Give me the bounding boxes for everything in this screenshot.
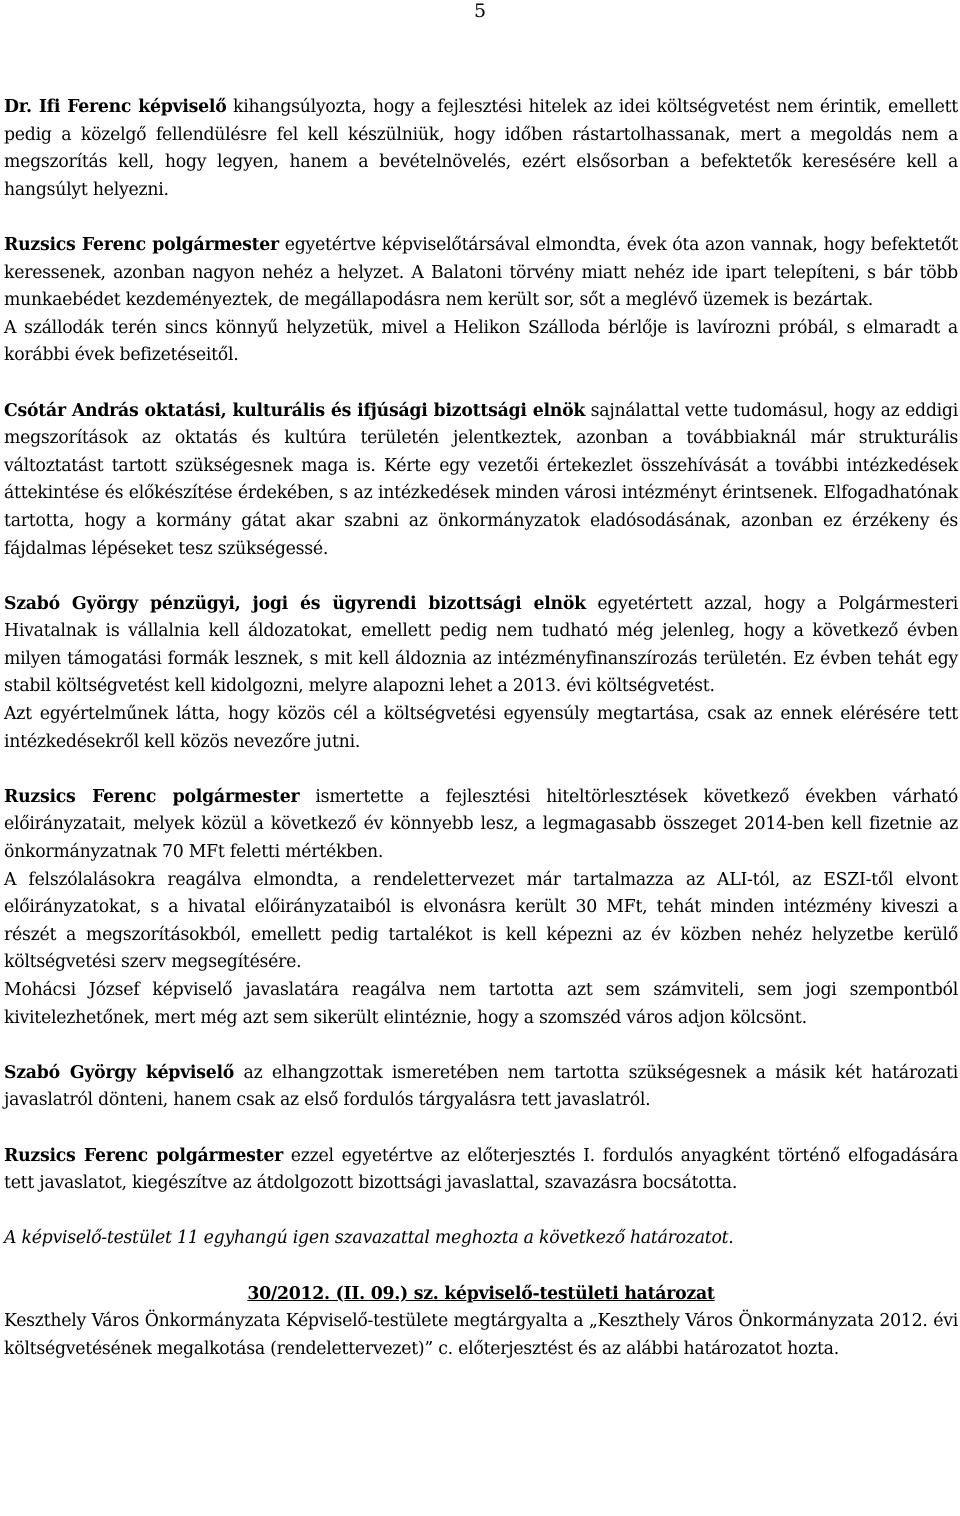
paragraph-text: A szállodák terén sincs könnyű helyzetük, mivel a Helikon Szálloda bérlője is lavírozni próbál, s elmaradt a korábbi évek befizetéseitől. — [4, 317, 958, 366]
paragraph-text: sajnálattal vette tudomásul, hogy az eddigi megszorítások az oktatás és kultúra területén jelentkeztek, azonban a továbbiaknál már strukturális változtatást tartott szükségesnek maga is. Kérte egy vezetői értekezlet összehívását a további intézkedések áttekintése és előkészítése érdekében, s az intézkedések minden városi intézményt érintsenek. Elfogadhatónak tartotta, hogy a kormány gátat akar szabni az önkormányzatok eladósodásának, azonban ez érzékeny és fájdalmas lépéseket tesz szükségessé. — [4, 400, 959, 559]
resolution-text: Keszthely Város Önkormányzata Képviselő-testülete megtárgyalta a „Keszthely Város Önkormányzata 2012. évi költségvetésének megalkotása (rendelettervezet)” c. előterjesztést és az alábbi határozatot hozta. — [4, 1311, 958, 1359]
vote-text: A képviselő-testület 11 egyhangú igen szavazattal meghozta a következő határozatot. — [4, 1228, 734, 1249]
paragraph-text: egyetértett azzal, hogy a Polgármesteri Hivatalnak is vállalnia kell áldozatokat, emellett pedig nem tudható még jelenleg, hogy a következő évben milyen támogatási formák lesznek, s mit kell áldoznia az intézményfinanszírozás területén. Ez évben tehát egy stabil költségvetést kell kidolgozni, melyre alapozni lehet a 2013. évi költségvetést. — [4, 593, 958, 697]
speaker-name: Szabó György képviselő — [4, 1062, 235, 1083]
paragraph-szallodak — [4, 315, 958, 370]
speaker-name: Dr. Ifi Ferenc képviselő — [4, 97, 227, 117]
paragraph-text: ismertette a fejlesztési hiteltörlesztések következő években várható előirányzatait, melyek közül a következő év könnyebb lesz, a legmagasabb összeget 2014-ben kell fizetnie az önkormányzatnak 70 MFt feletti mértékben. — [4, 786, 958, 863]
speaker-name: Szabó György pénzügyi, jogi és ügyrendi bizottsági elnök — [4, 593, 586, 614]
page-number: 5 — [474, 0, 487, 22]
vote-statement — [4, 1225, 958, 1253]
paragraph-csotar — [4, 398, 958, 564]
paragraph-text: az elhangzottak ismeretében nem tartotta szükségesnek a másik két határozati javaslatról dönteni, hanem csak az első fordulós tárgyalásra tett javaslatról. — [4, 1062, 958, 1111]
paragraph-text: Azt egyértelműnek látta, hogy közös cél a költségvetési egyensúly megtartása, csak az ennek elérésére tett intézkedésekről kell közös nevezőre jutni. — [4, 704, 958, 752]
paragraph-ifi-ferenc — [4, 94, 958, 204]
paragraph-text: A felszólalásokra reagálva elmondta, a rendelettervezet már tartalmazza az ALI-tól, az ESZI-től elvont előirányzatokat, s a hivatal előirányzataiból is elvonásra került 30 MFt, tehát minden intézmény kiveszi a részét a megszorításokból, emellett pedig tartalékot is kell képezni az év közben nehéz helyzetbe kerülő költségvetési szerv megsegítésére. — [4, 869, 958, 973]
paragraph-szabo-2 — [4, 1060, 958, 1115]
speaker-name: Csótár András oktatási, kulturális és ifjúsági bizottsági elnök — [4, 400, 586, 421]
paragraph-ruzsics-3 — [4, 1143, 958, 1198]
resolution-title: 30/2012. (II. 09.) sz. képviselő-testületi határozat — [247, 1283, 715, 1304]
paragraph-szabo-1 — [4, 591, 958, 701]
paragraph-egyensuly — [4, 701, 958, 756]
speaker-name: Ruzsics Ferenc polgármester — [4, 1145, 283, 1166]
speaker-name: Ruzsics Ferenc polgármester — [4, 786, 300, 807]
paragraph-mohacsi — [4, 977, 958, 1032]
paragraph-text: Mohácsi József képviselő javaslatára reagálva nem tartotta azt sem számviteli, sem jogi szempontból kivitelezhetőnek, mert még azt sem sikerült elintéznie, hogy a szomszéd város adjon kölcsönt. — [4, 980, 958, 1028]
paragraph-felszolalasok — [4, 867, 958, 977]
paragraph-text: ezzel egyetértve az előterjesztés I. fordulós anyagként történő elfogadására tett javaslatot, kiegészítve az átdolgozott bizottsági javaslattal, szavazásra bocsátotta. — [4, 1145, 958, 1194]
paragraph-ruzsics-2 — [4, 784, 958, 867]
speaker-name: Ruzsics Ferenc polgármester — [4, 234, 279, 255]
paragraph-text: kihangsúlyozta, hogy a fejlesztési hitelek az idei költségvetést nem érintik, emellett pedig a közelgő fellendülésre fel kell készülniük, hogy időben rástartolhassanak, mert a megoldás nem a megszorítás kell, hogy legyen, hanem a bevételnövelés, ezért elsősorban a befektetők keresésére kell a hangsúlyt helyezni. — [4, 97, 958, 200]
document-body — [4, 94, 958, 1363]
paragraph-text: egyetértve képviselőtársával elmondta, évek óta azon vannak, hogy befektetőt keressenek, azonban nagyon nehéz a helyzet. A Balatoni törvény miatt nehéz ide ipart telepíteni, s bár több munkaebédet kezdeményeztek, de megállapodásra nem került sor, sőt a meglévő üzemek is bezártak. — [4, 234, 958, 311]
paragraph-ruzsics-1 — [4, 232, 958, 315]
